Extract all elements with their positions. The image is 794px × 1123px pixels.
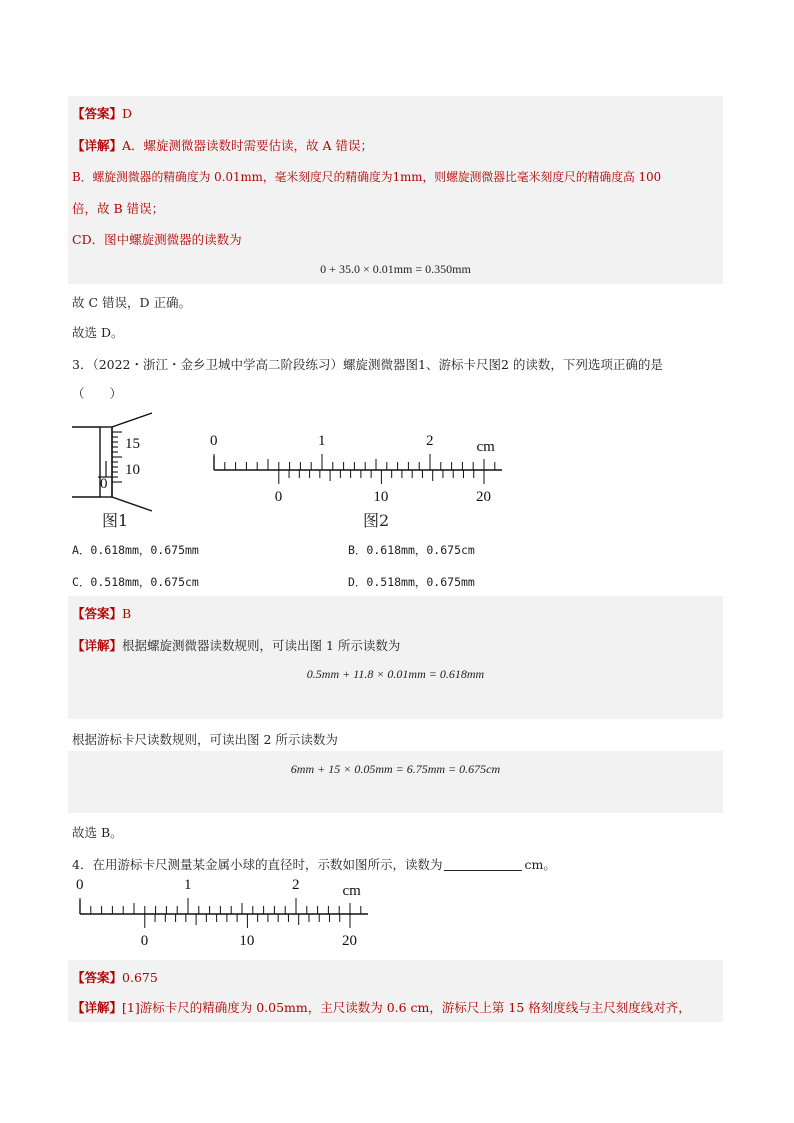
q3-stem-line-2: （ ） — [72, 386, 123, 401]
answer-line-1: 【答案】D — [72, 106, 133, 121]
formula-3: 6mm + 15 × 0.05mm = 6.75mm = 0.675cm — [290, 762, 501, 776]
answer-block-1 — [68, 96, 723, 284]
fig2-main-label: 0 — [210, 433, 218, 449]
fig4-main-label: 1 — [184, 877, 192, 893]
detail-line-a: 【详解】A．螺旋测微器读数时需要估读，故 A 错误； — [72, 138, 374, 153]
micrometer-mark-15: 15 — [125, 436, 140, 452]
answer-blank[interactable] — [444, 870, 522, 871]
option-a[interactable]: A．0.618mm，0.675mm — [72, 543, 199, 557]
figure-1-label: 图1 — [102, 511, 129, 530]
fig4-vernier-label: 10 — [239, 933, 255, 949]
figure-2-label: 图2 — [363, 511, 390, 530]
mid-text: 根据游标卡尺读数规则，可读出图 2 所示读数为 — [72, 732, 338, 747]
detail-line-2: 【详解】根据螺旋测微器读数规则，可读出图 1 所示读数为 — [72, 638, 401, 653]
vernier-figure-4 — [66, 872, 386, 954]
formula-2: 0.5mm + 11.8 × 0.01mm = 0.618mm — [306, 667, 485, 681]
detail-line-cd: CD．图中螺旋测微器的读数为 — [72, 232, 242, 247]
conclusion-line-2: 故选 D。 — [72, 325, 124, 340]
detail-line-b1: B．螺旋测微器的精确度为 0.01mm，毫米刻度尺的精确度为1mm，则螺旋测微器比毫米刻度尺的精确度高 100 — [72, 170, 662, 184]
fig4-main-label: 0 — [76, 877, 84, 893]
option-b[interactable]: B．0.618mm，0.675cm — [348, 543, 475, 557]
q3-stem-line-1: 3．（2022・浙江・金乡卫城中学高二阶段练习）螺旋测微器图1、游标卡尺图2 的读数，下列选项正确的是 — [72, 357, 663, 372]
conclusion-line-3: 故选 B。 — [72, 825, 123, 840]
detail-line-b2: 倍，故 B 错误； — [72, 201, 165, 216]
fig2-unit-label: cm — [476, 439, 495, 455]
fig2-main-label: 2 — [426, 433, 434, 449]
fig2-vernier-label: 10 — [373, 489, 389, 505]
option-c[interactable]: C．0.518mm，0.675cm — [72, 575, 199, 589]
fig4-unit-label: cm — [342, 883, 361, 899]
answer-line-4: 【答案】0.675 — [72, 970, 158, 985]
detail-line-4: 【详解】[1]游标卡尺的精确度为 0.05mm，主尺读数为 0.6 cm，游标尺上第 15 格刻度线与主尺刻度线对齐， — [72, 1000, 691, 1015]
answer-block-2 — [68, 596, 723, 719]
option-d[interactable]: D．0.518mm，0.675mm — [348, 575, 475, 589]
fig2-vernier-label: 20 — [476, 489, 491, 505]
conclusion-line-1: 故 C 错误，D 正确。 — [72, 295, 192, 310]
vernier-figure-2 — [200, 428, 520, 510]
answer-line-2: 【答案】B — [72, 606, 132, 621]
fig4-vernier-label: 20 — [342, 933, 357, 949]
fig4-main-label: 2 — [292, 877, 300, 893]
q4-stem: 4．在用游标卡尺测量某金属小球的直径时，示数如图所示，读数为 cm。 — [72, 857, 556, 872]
micrometer-mark-10: 10 — [125, 462, 140, 478]
fig2-vernier-label: 0 — [274, 489, 283, 505]
formula-block-3 — [68, 751, 723, 813]
formula-1: 0 + 35.0 × 0.01mm = 0.350mm — [320, 262, 471, 276]
fig2-main-label: 1 — [318, 433, 326, 449]
micrometer-mark-0: 0 — [100, 476, 108, 492]
fig4-vernier-label: 0 — [140, 933, 149, 949]
